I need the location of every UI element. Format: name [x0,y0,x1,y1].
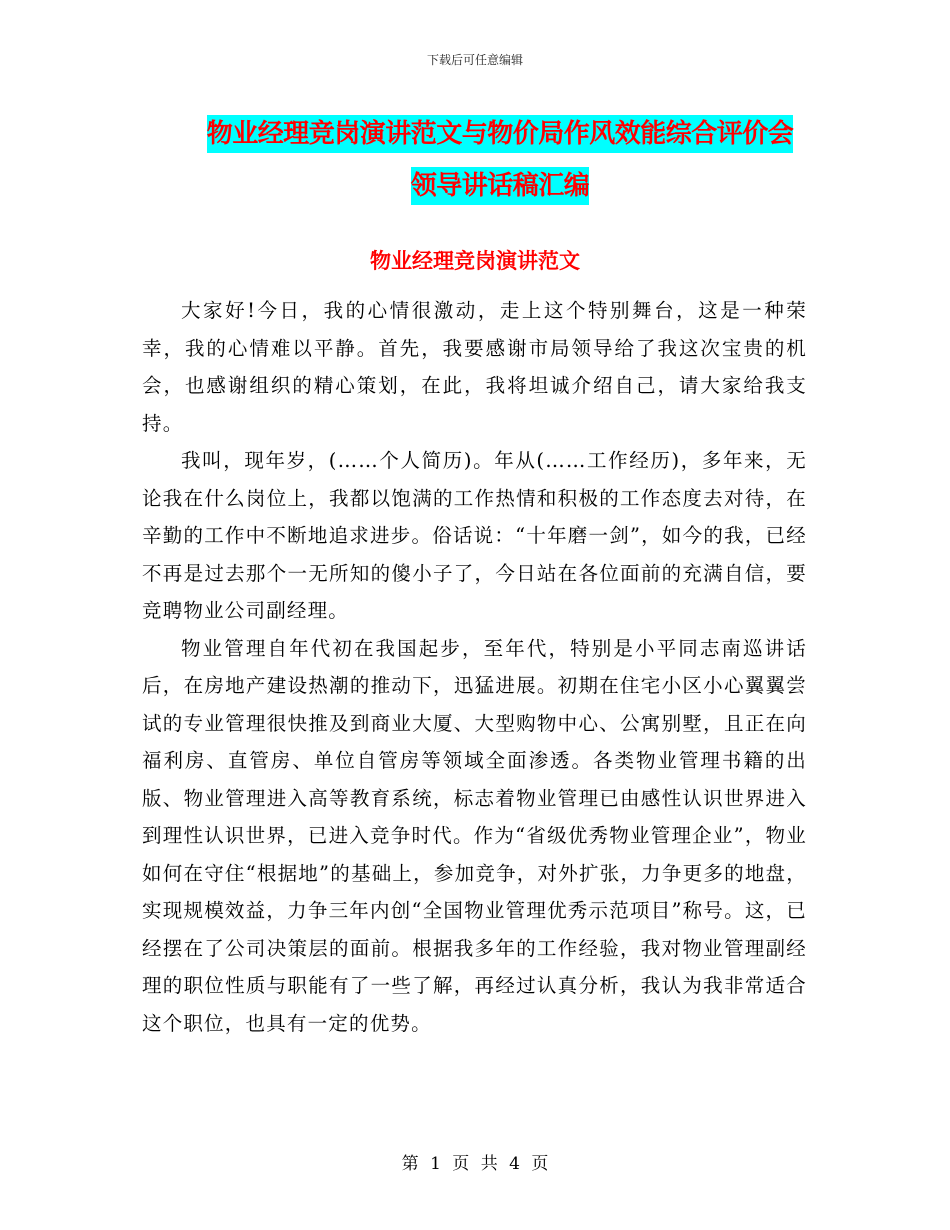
paragraph-3: 物业管理自年代初在我国起步，至年代，特别是小平同志南巡讲话后，在房地产建设热潮的推动下，迅猛进展。初期在住宅小区小心翼翼尝试的专业管理很快推及到商业大厦、大型购物中心、公寓别墅，且正在向福利房、直管房、单位自管房等领域全面渗透。各类物业管理书籍的出版、物业管理进入高等教育系统，标志着物业管理已由感性认识世界进入到理性认识世界，已进入竞争时代。作为“省级优秀物业管理企业”，物业如何在守住“根据地”的基础上，参加竞争，对外扩张，力争更多的地盘，实现规模效益，力争三年内创“全国物业管理优秀示范项目”称号。这，已经摆在了公司决策层的面前。根据我多年的工作经验，我对物业管理副经理的职位性质与职能有了一些了解，再经过认真分析，我认为我非常适合这个职位，也具有一定的优势。 [142,636,807,1035]
header-note: 下载后可任意编辑 [426,53,523,67]
document-title-line-2: 领导讲话稿汇编 [411,167,590,205]
document-title-line-1: 物业经理竞岗演讲范文与物价局作风效能综合评价会 [207,115,794,153]
paragraph-1: 大家好!今日，我的心情很激动，走上这个特别舞台，这是一种荣幸，我的心情难以平静。首先，我要感谢市局领导给了我这次宝贵的机会，也感谢组织的精心策划，在此，我将坦诚介绍自己，请大家给我支持。 [142,299,807,435]
document-title [140,108,860,212]
paragraph-2: 我叫，现年岁，(……个人简历)。年从(……工作经历)，多年来，无论我在什么岗位上，我都以饱满的工作热情和积极的工作态度去对待，在辛勤的工作中不断地追求进步。俗话说：“十年磨一剑”，如今的我，已经不再是过去那个一无所知的傻小子了，今日站在各位面前的充满自信，要竞聘物业公司副经理。 [142,449,807,622]
document-body [142,292,807,1042]
page-footer: 第 1 页 共 4 页 [401,1154,549,1174]
section-title: 物业经理竞岗演讲范文 [370,249,580,273]
